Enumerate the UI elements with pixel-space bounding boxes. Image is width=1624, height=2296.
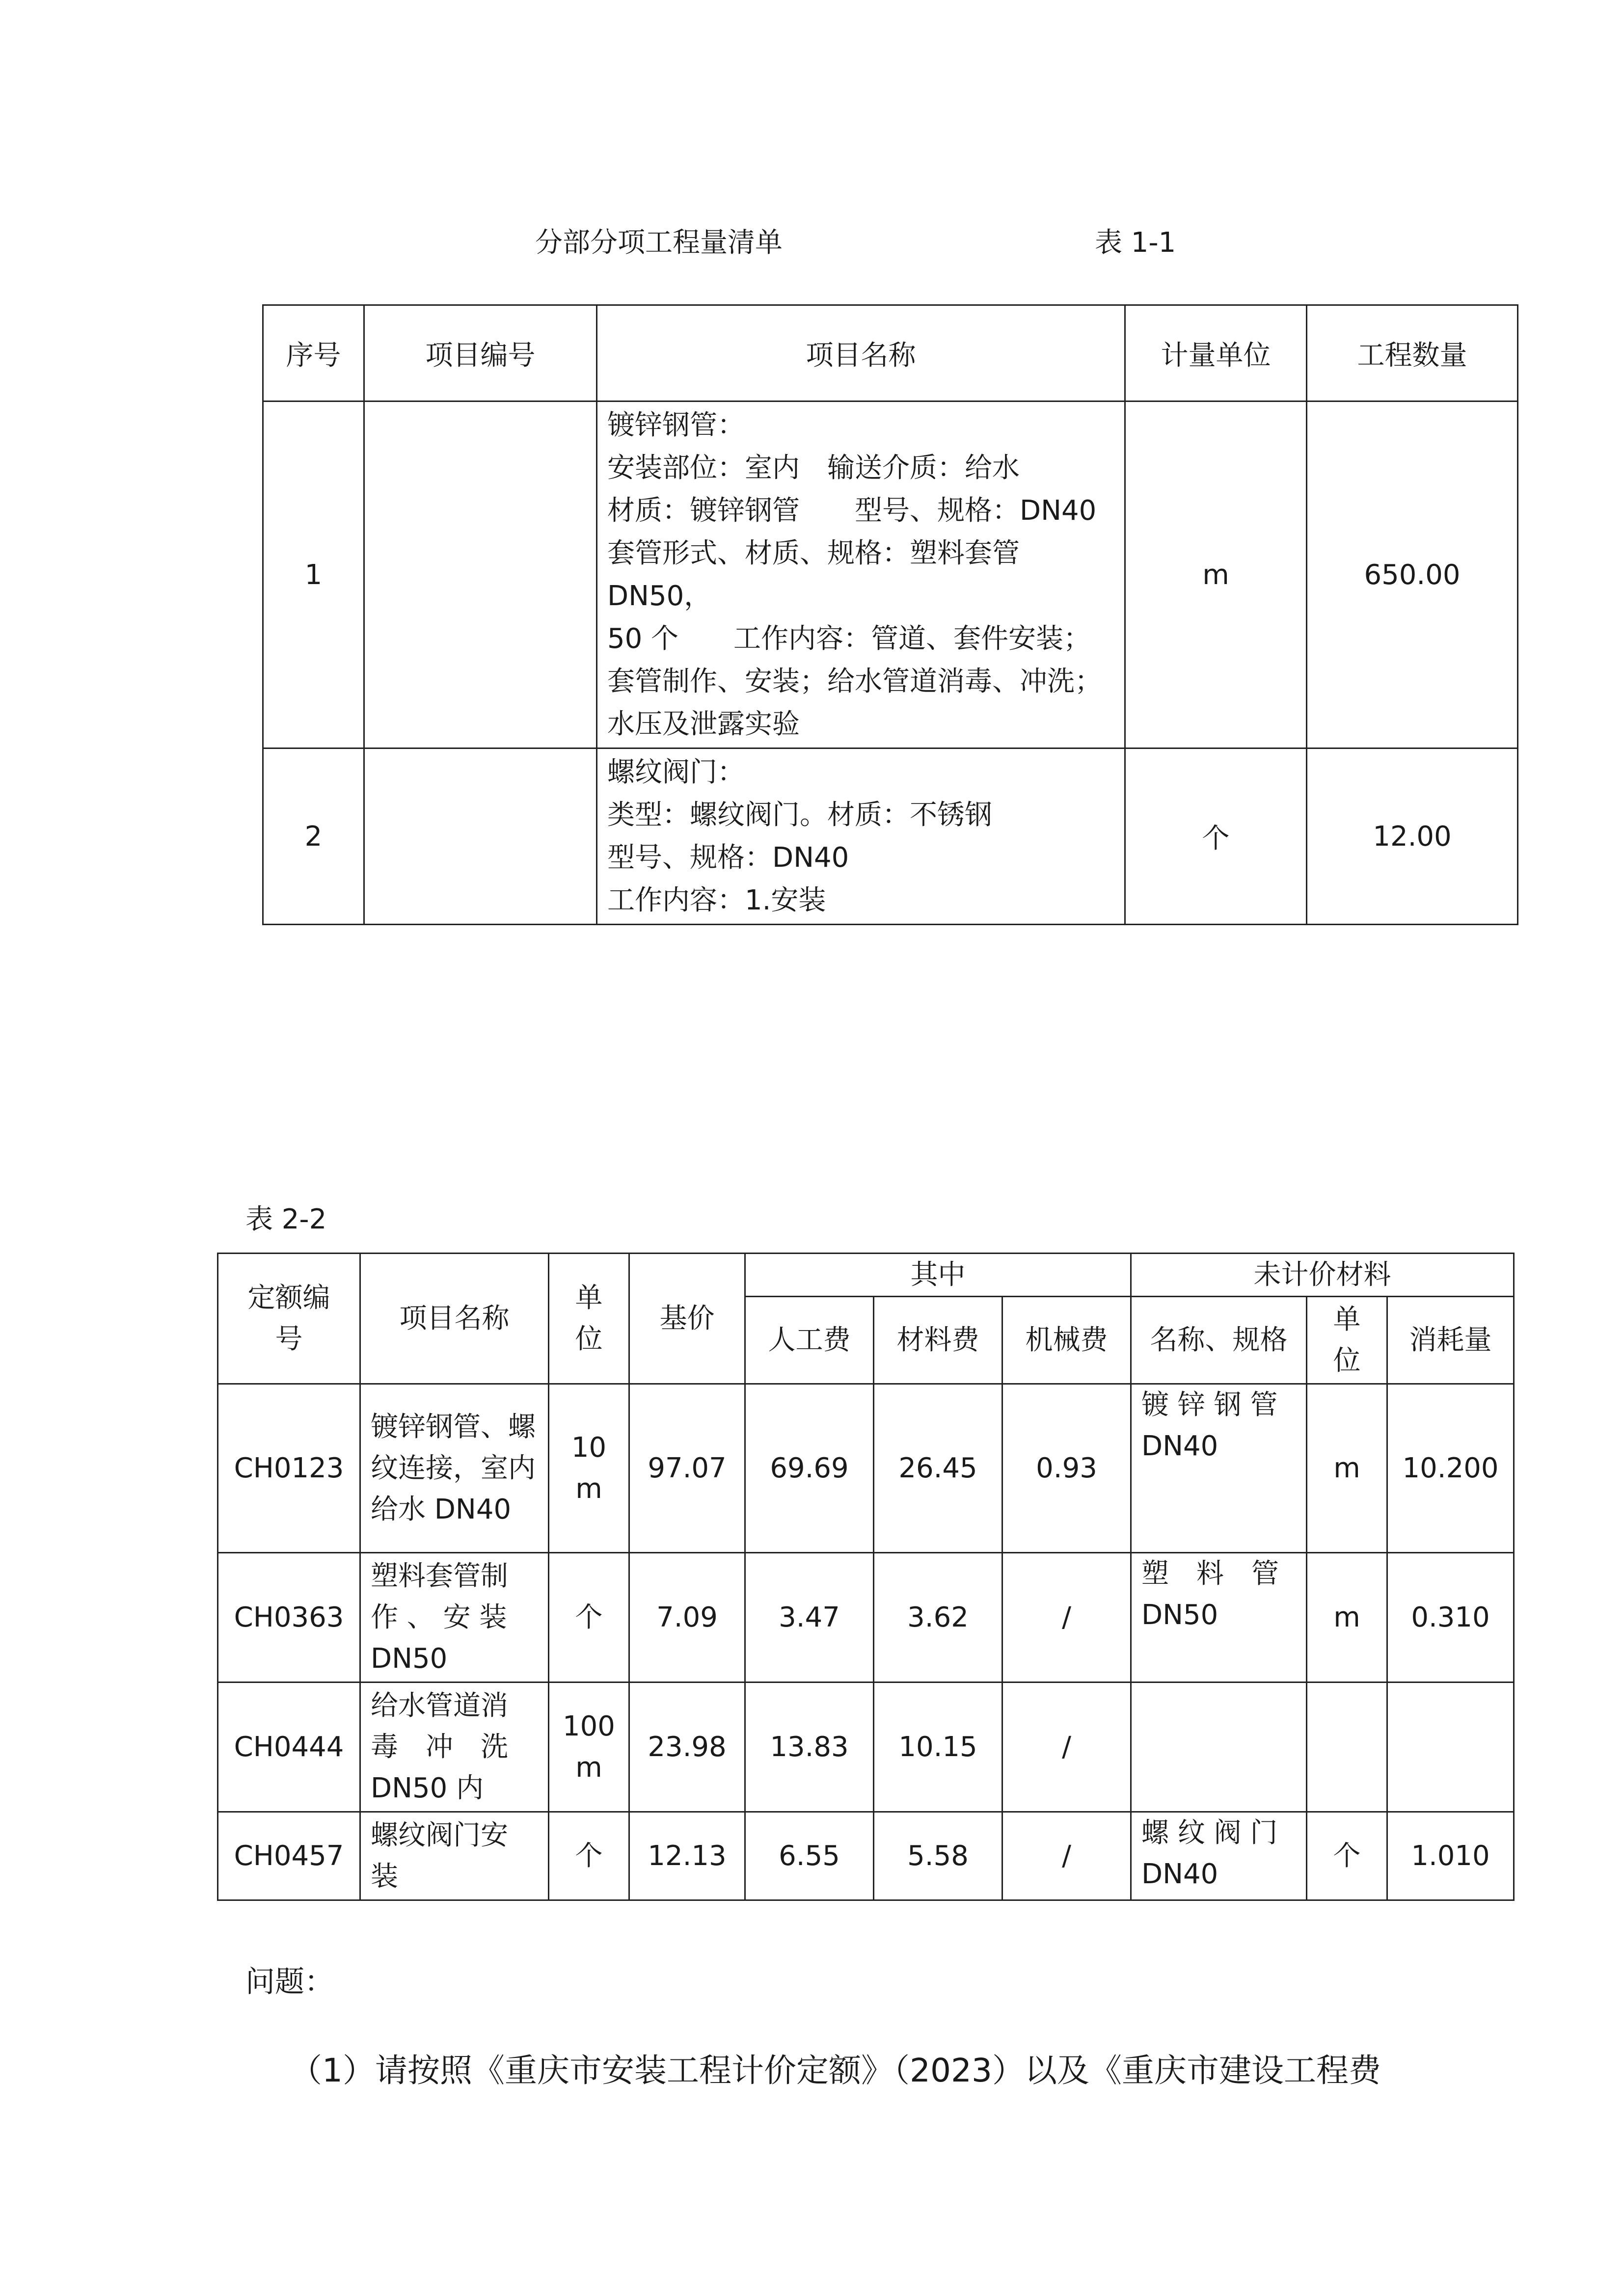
unit: m — [1125, 401, 1307, 748]
spec-line: DN50 — [1141, 1599, 1218, 1631]
unit — [549, 1384, 629, 1553]
description-line: 安装部位：室内 输送介质：给水 — [607, 452, 1020, 484]
header-unit2 — [1307, 1297, 1387, 1384]
question-label: 问题： — [245, 1965, 334, 1999]
header-line: 单 — [575, 1281, 603, 1314]
spec-line: DN40 — [1141, 1430, 1218, 1462]
name-line: DN50 — [371, 1642, 448, 1675]
material-cost: 3.62 — [874, 1553, 1002, 1682]
item-description — [597, 748, 1125, 925]
header-name: 项目名称 — [360, 1254, 549, 1384]
unit — [549, 1553, 629, 1682]
item-name — [360, 1682, 549, 1812]
machine-cost: / — [1002, 1682, 1131, 1812]
quota-price-table — [217, 1253, 1515, 1901]
consumption: 0.310 — [1387, 1553, 1514, 1682]
labor-cost: 13.83 — [745, 1682, 874, 1812]
header-unit — [549, 1254, 629, 1384]
table-row — [218, 1384, 1514, 1553]
unit-line: 个 — [575, 1601, 603, 1633]
bill-of-quantities-table — [262, 304, 1518, 925]
header-line: 位 — [575, 1323, 603, 1355]
unit: 个 — [1125, 748, 1307, 925]
quota-code: CH0123 — [218, 1384, 360, 1553]
material-unit: 个 — [1307, 1812, 1387, 1900]
description-line: 型号、规格：DN40 — [607, 842, 849, 874]
unit — [549, 1812, 629, 1900]
description-line: 套管形式、材质、规格：塑料套管 — [607, 537, 1020, 569]
table-row — [218, 1553, 1514, 1682]
material-spec — [1131, 1812, 1307, 1900]
unit-line: m — [575, 1751, 602, 1784]
table-row — [263, 401, 1518, 748]
name-line: 作 、 安 装 — [371, 1601, 507, 1633]
labor-cost: 3.47 — [745, 1553, 874, 1682]
spec-line: 镀 锌 钢 管 — [1141, 1389, 1278, 1421]
material-spec — [1131, 1384, 1307, 1553]
description-line: 工作内容：1.安装 — [607, 884, 826, 916]
header-cell: 工程数量 — [1307, 305, 1518, 401]
name-line: 毒 冲 洗 — [371, 1731, 508, 1763]
name-line: 螺纹阀门安 — [371, 1819, 508, 1851]
header-line: 单 — [1333, 1303, 1361, 1335]
unit-line: 100 — [563, 1710, 615, 1742]
header-code — [218, 1254, 360, 1384]
name-line: 给水 DN40 — [371, 1493, 512, 1525]
header-group-unpriced-material: 未计价材料 — [1131, 1254, 1514, 1297]
table1-header-row — [263, 305, 1518, 401]
table-row — [218, 1812, 1514, 1900]
material-spec — [1131, 1682, 1307, 1812]
base-price: 7.09 — [629, 1553, 745, 1682]
item-name — [360, 1553, 549, 1682]
unit — [549, 1682, 629, 1812]
material-cost: 26.45 — [874, 1384, 1002, 1553]
material-cost: 10.15 — [874, 1682, 1002, 1812]
header-cell: 序号 — [263, 305, 364, 401]
unit-line: 个 — [575, 1840, 603, 1872]
name-line: 给水管道消 — [371, 1689, 508, 1722]
question-text: （1）请按照《重庆市安装工程计价定额》（2023）以及《重庆市建设工程费 — [290, 2052, 1381, 2089]
header-line: 定额编 — [247, 1281, 330, 1314]
name-line: 镀锌钢管、螺 — [371, 1411, 536, 1443]
header-line: 位 — [1333, 1344, 1361, 1377]
description-line: 材质：镀锌钢管 型号、规格：DN40 — [607, 495, 1097, 527]
spec-line: DN40 — [1141, 1858, 1218, 1890]
labor-cost: 6.55 — [745, 1812, 874, 1900]
header-cell: 计量单位 — [1125, 305, 1307, 401]
table2-label: 表 2-2 — [245, 1203, 327, 1235]
item-name — [360, 1384, 549, 1553]
consumption — [1387, 1682, 1514, 1812]
description-line: 镀锌钢管： — [607, 409, 745, 441]
header-material: 材料费 — [874, 1297, 1002, 1384]
table2-header-row — [218, 1254, 1514, 1297]
quota-code: CH0363 — [218, 1553, 360, 1682]
table1-label: 表 1-1 — [1095, 227, 1176, 259]
material-unit: m — [1307, 1553, 1387, 1682]
unit-line: m — [575, 1472, 602, 1505]
item-description — [597, 401, 1125, 748]
item-name — [360, 1812, 549, 1900]
header-line: 号 — [275, 1323, 303, 1355]
item-code — [364, 401, 597, 748]
name-line: 纹连接，室内 — [371, 1452, 536, 1484]
description-line: 50 个 工作内容：管道、套件安装； — [607, 623, 1091, 655]
row-number: 2 — [263, 748, 364, 925]
name-line: 装 — [371, 1860, 398, 1893]
base-price: 12.13 — [629, 1812, 745, 1900]
quantity: 650.00 — [1307, 401, 1518, 748]
description-line: 类型：螺纹阀门。材质：不锈钢 — [607, 799, 992, 831]
table1-title: 分部分项工程量清单 — [535, 227, 783, 259]
machine-cost: / — [1002, 1553, 1131, 1682]
labor-cost: 69.69 — [745, 1384, 874, 1553]
header-spec: 名称、规格 — [1131, 1297, 1307, 1384]
consumption: 10.200 — [1387, 1384, 1514, 1553]
row-number: 1 — [263, 401, 364, 748]
item-code — [364, 748, 597, 925]
material-spec — [1131, 1553, 1307, 1682]
unit-line: 10 — [571, 1431, 607, 1464]
material-cost: 5.58 — [874, 1812, 1002, 1900]
description-line: DN50， — [607, 580, 712, 612]
spec-line: 塑 料 管 — [1141, 1558, 1279, 1590]
header-cell: 项目名称 — [597, 305, 1125, 401]
consumption: 1.010 — [1387, 1812, 1514, 1900]
header-cell: 项目编号 — [364, 305, 597, 401]
machine-cost: / — [1002, 1812, 1131, 1900]
table-row — [263, 748, 1518, 925]
description-line: 水压及泄露实验 — [607, 708, 800, 740]
header-machine: 机械费 — [1002, 1297, 1131, 1384]
machine-cost: 0.93 — [1002, 1384, 1131, 1553]
spec-line: 螺 纹 阀 门 — [1141, 1817, 1278, 1849]
name-line: DN50 内 — [371, 1772, 484, 1804]
quota-code: CH0457 — [218, 1812, 360, 1900]
header-consumption: 消耗量 — [1387, 1297, 1514, 1384]
material-unit — [1307, 1682, 1387, 1812]
description-line: 套管制作、安装；给水管道消毒、冲洗； — [607, 666, 1102, 697]
description-line: 螺纹阀门： — [607, 756, 745, 788]
quota-code: CH0444 — [218, 1682, 360, 1812]
name-line: 塑料套管制 — [371, 1560, 508, 1592]
header-base-price: 基价 — [629, 1254, 745, 1384]
base-price: 23.98 — [629, 1682, 745, 1812]
material-unit: m — [1307, 1384, 1387, 1553]
header-labor: 人工费 — [745, 1297, 874, 1384]
header-group-of-which: 其中 — [745, 1254, 1131, 1297]
base-price: 97.07 — [629, 1384, 745, 1553]
quantity: 12.00 — [1307, 748, 1518, 925]
table-row — [218, 1682, 1514, 1812]
